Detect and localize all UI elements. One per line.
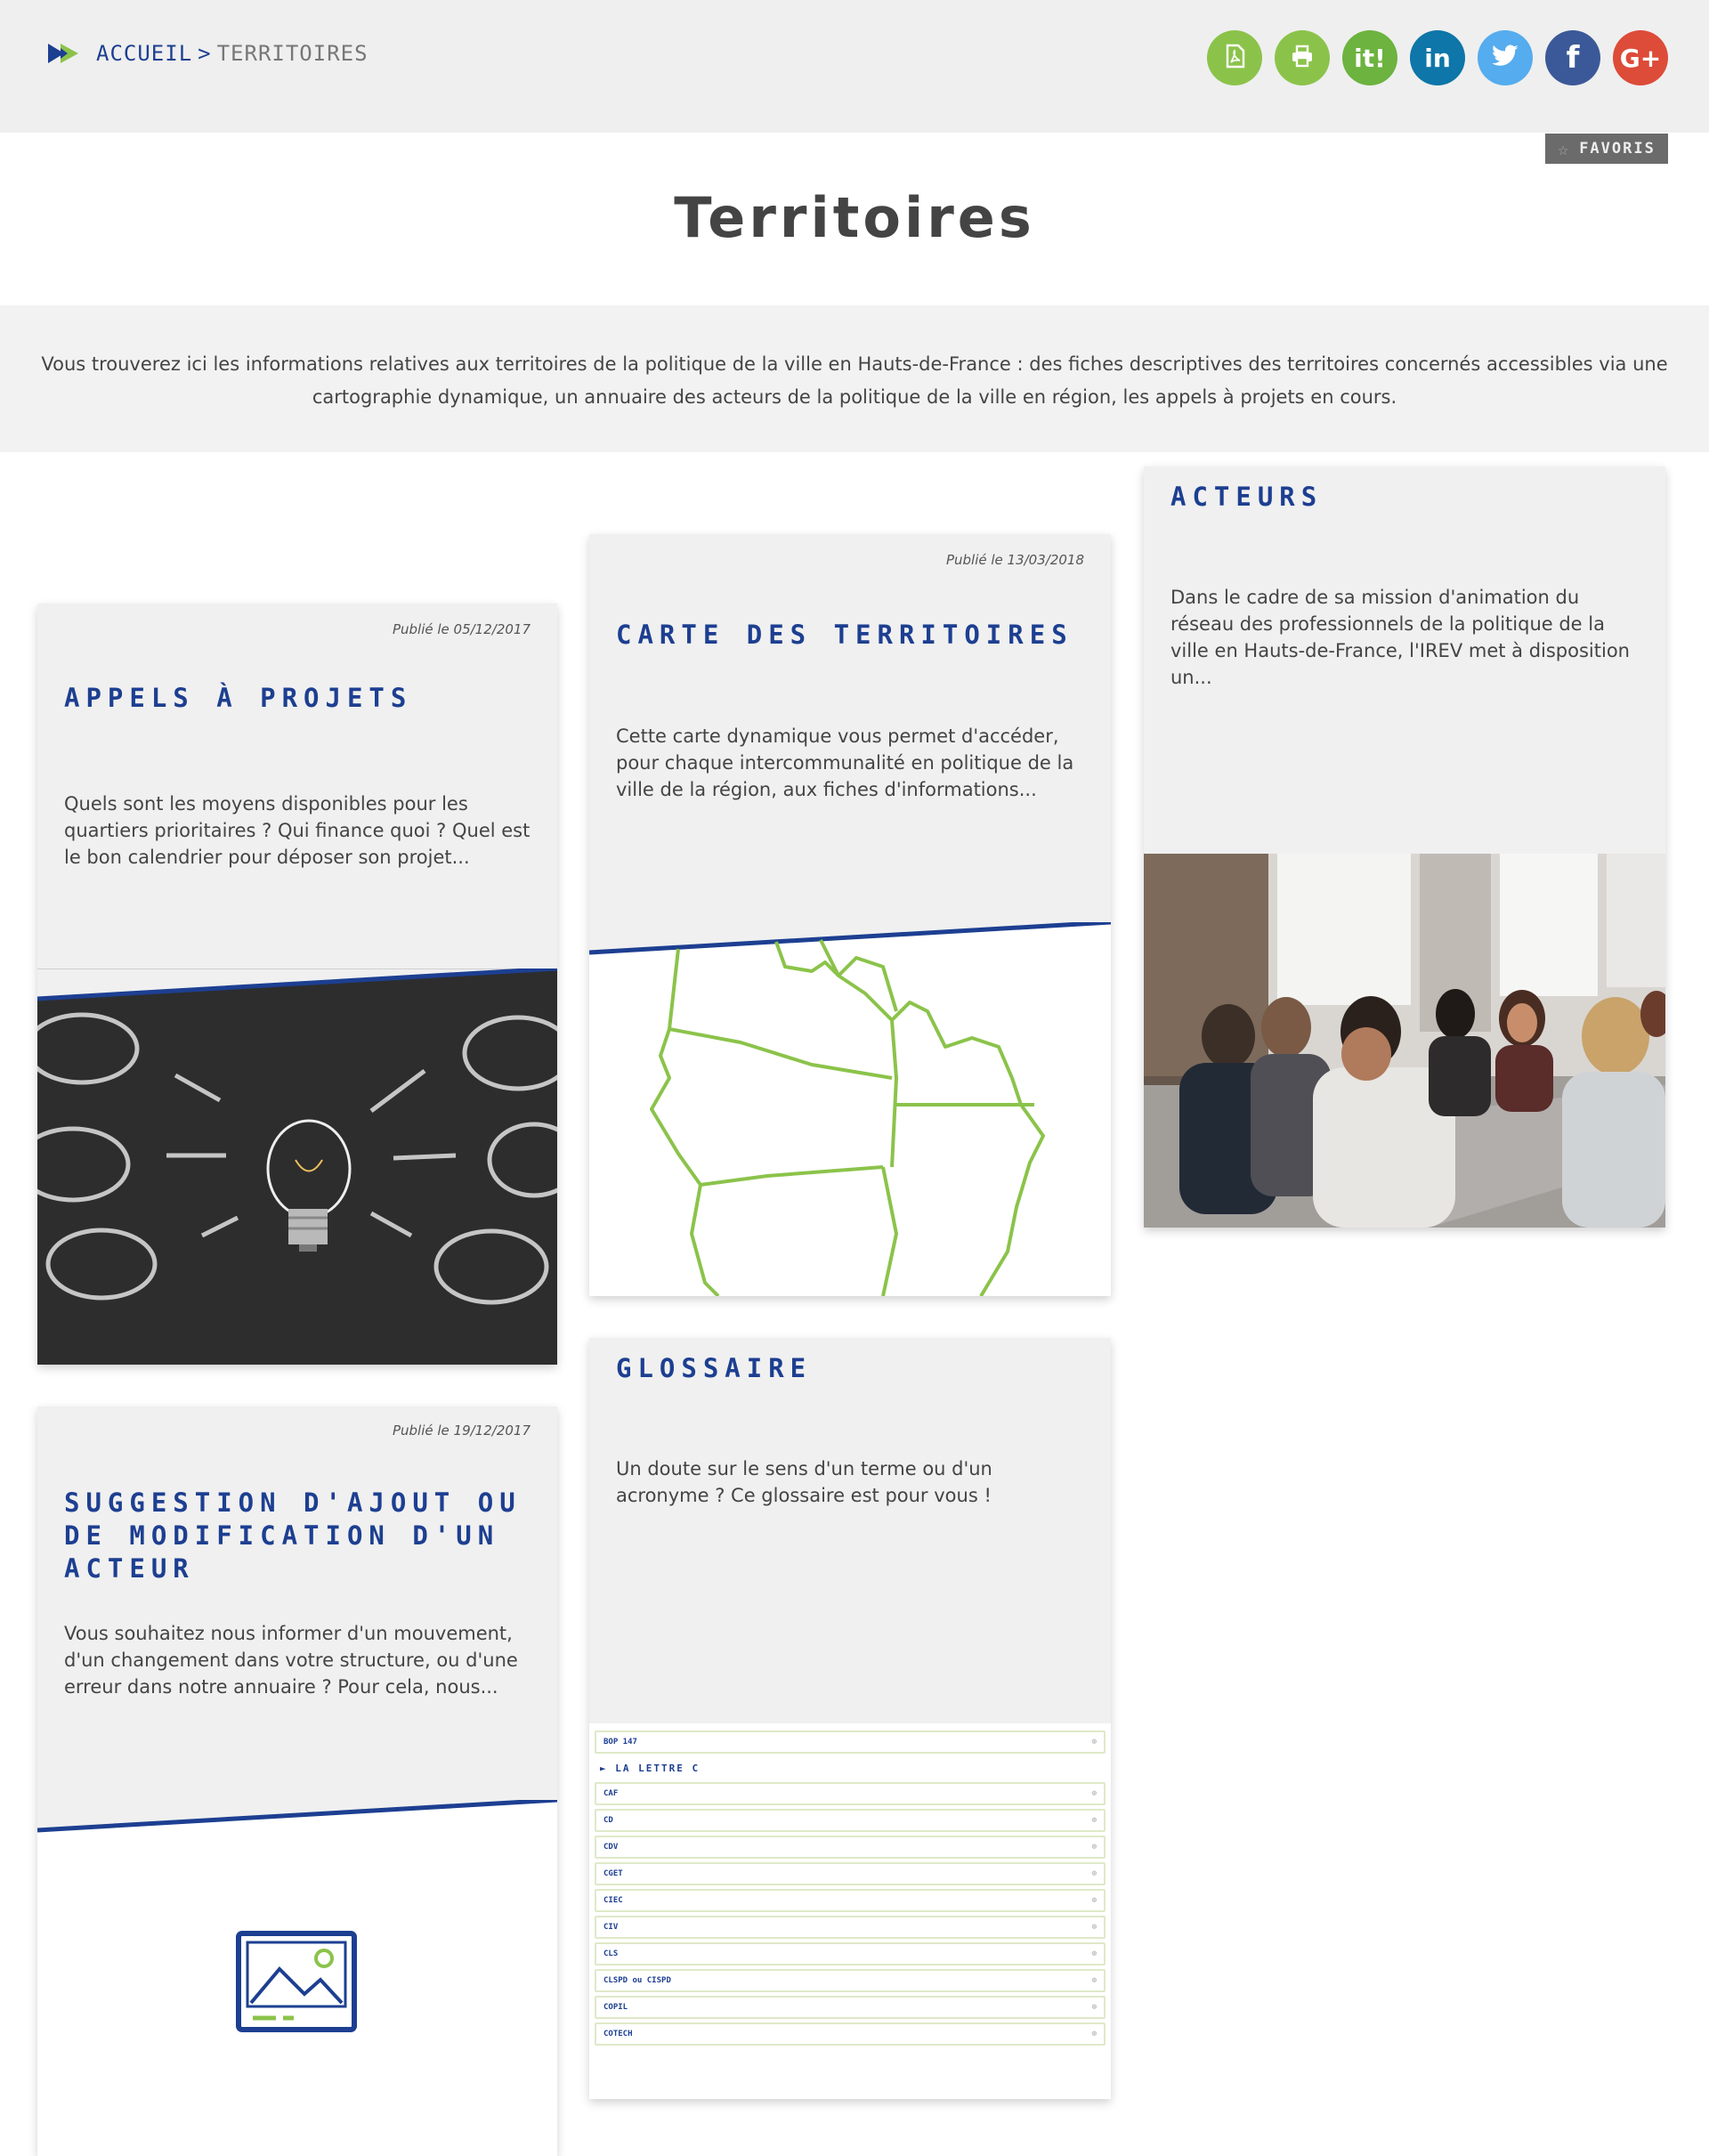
card-image-placeholder[interactable] (37, 1800, 557, 2156)
favoris-button[interactable] (1545, 134, 1668, 164)
twitter-button[interactable] (1478, 30, 1533, 85)
card-image-map[interactable] (589, 922, 1111, 1296)
breadcrumb-arrow-icon (48, 42, 82, 65)
card-appels-a-projets[interactable] (37, 604, 557, 1365)
glossary-row: BOP 147 ⊕ (595, 1730, 1106, 1754)
print-button[interactable] (1275, 30, 1330, 85)
breadcrumb-current: TERRITOIRES (216, 41, 369, 66)
card-date: Publié le 19/12/2017 (392, 1422, 531, 1439)
card-image-glossary[interactable] (589, 1723, 1111, 2099)
glossary-row: CD ⊕ (595, 1809, 1106, 1832)
page-title: Territoires (674, 185, 1035, 250)
googleplus-button[interactable] (1613, 30, 1668, 85)
print-icon (1289, 43, 1316, 73)
card-date: Publié le 13/03/2018 (945, 552, 1084, 568)
scoopit-icon: it! (1354, 43, 1386, 73)
facebook-button[interactable] (1545, 30, 1600, 85)
facebook-icon: f (1566, 40, 1580, 76)
card-excerpt: Un doute sur le sens d'un terme ou d'un acronyme ? Ce glossaire est pour vous ! (616, 1458, 992, 1506)
card-suggestion-acteur[interactable] (37, 1406, 557, 2156)
breadcrumb-separator: > (198, 41, 212, 66)
card-excerpt: Dans le cadre de sa mission d'animation du réseau des professionnels de la politique de la ville en Hauts-de-France, l'IREV met à disposition un... (1170, 587, 1630, 688)
card-title[interactable]: SUGGESTION D'AJOUT OU DE MODIFICATION D'UN ACTEUR (64, 1487, 522, 1584)
card-carte-des-territoires[interactable] (589, 534, 1111, 1296)
twitter-icon (1491, 44, 1519, 72)
card-title[interactable]: APPELS À PROJETS (64, 683, 413, 713)
breadcrumb (48, 41, 369, 66)
card-excerpt: Cette carte dynamique vous permet d'accéder, pour chaque intercommunalité en politique de la ville de la région, aux fiches d'informations... (616, 725, 1074, 800)
share-toolbar (1195, 30, 1668, 85)
glossary-row: CIV ⊕ (595, 1916, 1106, 1939)
glossary-row: CAF ⊕ (595, 1782, 1106, 1805)
glossary-letter-heading: ► LA LETTRE C (600, 1762, 701, 1774)
favoris-label: FAVORIS (1579, 140, 1656, 158)
card-image-meeting[interactable] (1144, 854, 1665, 1228)
card-excerpt: Vous souhaitez nous informer d'un mouvement, d'un changement dans votre structure, ou d'une erreur dans notre annuaire ? Pour cela, nous... (64, 1623, 518, 1698)
card-excerpt: Quels sont les moyens disponibles pour les quartiers prioritaires ? Qui finance quoi ? Quel est le bon calendrier pour déposer son projet... (64, 793, 531, 868)
card-title[interactable]: CARTE DES TERRITOIRES (616, 620, 1073, 650)
linkedin-icon: in (1424, 43, 1451, 73)
glossary-row: CIEC ⊕ (595, 1889, 1106, 1912)
linkedin-button[interactable] (1410, 30, 1465, 85)
glossary-row: CDV ⊕ (595, 1836, 1106, 1859)
breadcrumb-home-link[interactable]: ACCUEIL (96, 41, 193, 66)
top-bar (0, 0, 1709, 133)
card-image-lightbulb[interactable] (37, 969, 557, 1365)
star-icon: ☆ (1558, 138, 1571, 159)
glossary-row: CLS ⊕ (595, 1942, 1106, 1966)
glossary-row: CLSPD ou CISPD ⊕ (595, 1969, 1106, 1992)
glossary-row: COPIL ⊕ (595, 1996, 1106, 2019)
pdf-button[interactable] (1207, 30, 1262, 85)
glossary-row: COTECH ⊕ (595, 2022, 1106, 2046)
googleplus-icon: G+ (1619, 43, 1662, 73)
card-title[interactable]: ACTEURS (1170, 482, 1324, 512)
pdf-icon (1221, 43, 1248, 73)
glossary-row: CGET ⊕ (595, 1862, 1106, 1885)
card-glossaire[interactable] (589, 1338, 1111, 2099)
card-date: Publié le 05/12/2017 (392, 621, 531, 637)
intro-text: Vous trouverez ici les informations relatives aux territoires de la politique de la ville en Hauts-de-France : des fiches descriptives des territoires concernés accessibles via une cartographie dynamique, un annuaire des acteurs de la politique de la ville en région, les appels à projets en cours. (0, 305, 1709, 452)
card-title[interactable]: GLOSSAIRE (616, 1353, 813, 1383)
scoopit-button[interactable] (1342, 30, 1397, 85)
card-acteurs[interactable] (1144, 466, 1665, 1228)
